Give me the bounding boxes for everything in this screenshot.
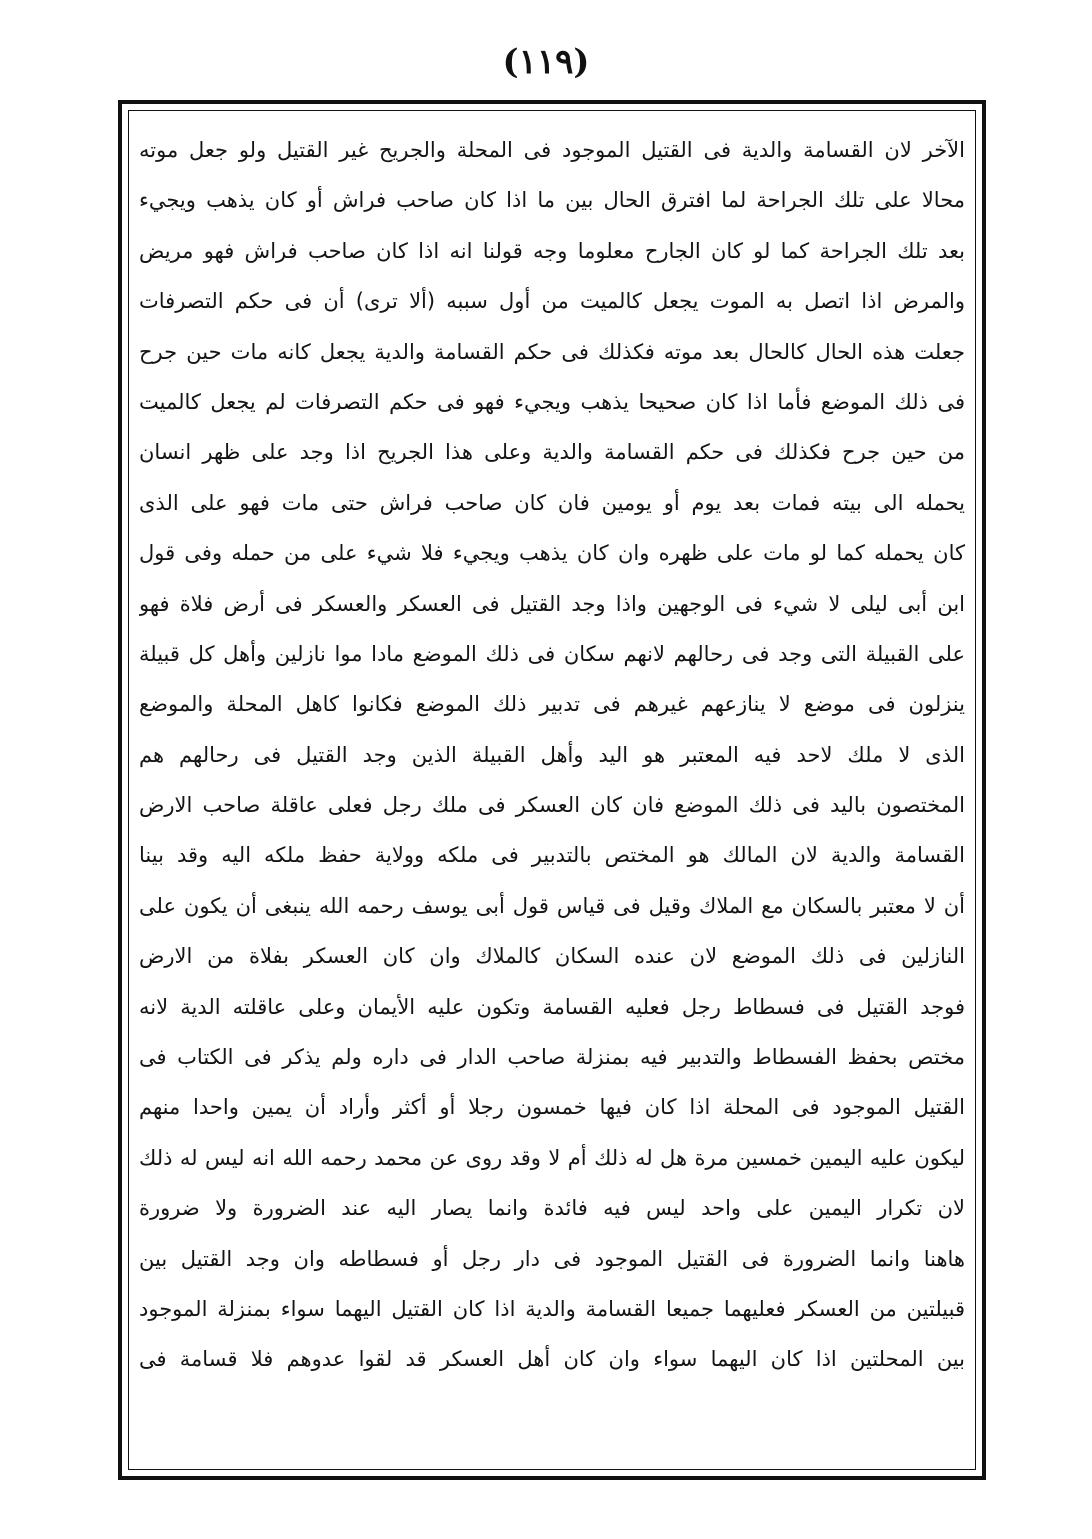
text-line: والمرض اذا اتصل به الموت يجعل كالميت من أول سببه (ألا ترى) أن فى حكم التصرفات bbox=[139, 289, 965, 314]
text-line: بعد تلك الجراحة كما لو كان الجارح معلوما وجه قولنا انه اذا كان صاحب فراش فهو مريض bbox=[139, 238, 965, 263]
text-line: لان تكرار اليمين على واحد ليس فيه فائدة وانما يصار اليه عند الضرورة ولا ضرورة bbox=[139, 1196, 965, 1221]
text-line: جعلت هذه الحال كالحال بعد موته فكذلك فى حكم القسامة والدية يجعل كانه مات حين جرح bbox=[139, 339, 965, 364]
text-line: قبيلتين من العسكر فعليهما جميعا القسامة والدية اذا كان القتيل اليهما سواء بمنزلة الموجود bbox=[139, 1296, 965, 1321]
text-line: القتيل الموجود فى المحلة اذا كان فيها خمسون رجلا أو أكثر وأراد أن يمين واحدا منهم bbox=[139, 1095, 965, 1120]
text-line: الآخر لان القسامة والدية فى القتيل الموجود فى المحلة والجريح غير القتيل ولو جعل موته bbox=[139, 138, 965, 162]
text-line: مختص بحفظ الفسطاط والتدبير فيه بمنزلة صاحب الدار فى داره ولم يذكر فى الكتاب فى bbox=[139, 1045, 965, 1070]
text-line: فوجد القتيل فى فسطاط رجل فعليه القسامة وتكون عليه الأيمان وعلى عاقلته الدية لانه bbox=[139, 994, 965, 1019]
text-line: ليكون عليه اليمين خمسين مرة هل له ذلك أم لا وقد روى عن محمد رحمه الله انه ليس له ذلك bbox=[139, 1145, 965, 1170]
text-line: أن لا معتبر بالسكان مع الملاك وقيل فى قياس قول أبى يوسف رحمه الله ينبغى أن يكون على bbox=[139, 893, 965, 918]
text-line: المختصون باليد فى ذلك الموضع فان كان العسكر فى ملك رجل فعلى عاقلة صاحب الارض bbox=[139, 793, 965, 818]
text-line: ينزلون فى موضع لا ينازعهم غيرهم فى تدبير ذلك الموضع فكانوا كاهل المحلة والموضع bbox=[139, 692, 965, 717]
text-line: هاهنا وانما الضرورة فى القتيل الموجود فى دار رجل أو فسطاطه وان وجد القتيل بين bbox=[139, 1246, 965, 1271]
text-line: يحمله الى بيته فمات بعد يوم أو يومين فان كان صاحب فراش حتى مات فهو على الذى bbox=[139, 490, 965, 515]
page-frame bbox=[118, 100, 986, 1480]
text-line: من حين جرح فكذلك فى حكم القسامة والدية وعلى هذا الجريح اذا وجد على ظهر انسان bbox=[139, 440, 965, 465]
page-number: (١١٩) bbox=[502, 42, 590, 82]
text-line: ابن أبى ليلى لا شيء فى الوجهين واذا وجد القتيل فى العسكر والعسكر فى أرض فلاة فهو bbox=[139, 591, 965, 616]
text-line: على القبيلة التى وجد فى رحالهم لانهم سكان فى ذلك الموضع مادا موا نازلين وأهل كل قبيلة bbox=[139, 641, 965, 666]
text-line: كان يحمله كما لو مات على ظهره وان كان يذهب ويجيء فلا شيء على من حمله وفى قول bbox=[139, 541, 965, 566]
text-line: النازلين فى ذلك الموضع لان عنده السكان كالملاك وان كان العسكر بفلاة من الارض bbox=[139, 944, 965, 969]
text-line: بين المحلتين اذا كان اليهما سواء وان كان أهل العسكر قد لقوا عدوهم فلا قسامة فى bbox=[139, 1347, 965, 1372]
text-line: فى ذلك الموضع فأما اذا كان صحيحا يذهب ويجيء فهو فى حكم التصرفات لم يجعل كالميت bbox=[139, 389, 965, 414]
text-frame bbox=[128, 110, 976, 1470]
text-line: القسامة والدية لان المالك هو المختص بالتدبير فى ملكه وولاية حفظ ملكه اليه وقد بينا bbox=[139, 843, 965, 868]
body-text bbox=[139, 125, 965, 1385]
text-line: محالا على تلك الجراحة لما افترق الحال بين ما اذا كان صاحب فراش أو كان يذهب ويجيء bbox=[139, 188, 965, 213]
text-line: الذى لا ملك لاحد فيه المعتبر هو اليد وأهل القبيلة الذين وجد القتيل فى رحالهم هم bbox=[139, 742, 965, 767]
